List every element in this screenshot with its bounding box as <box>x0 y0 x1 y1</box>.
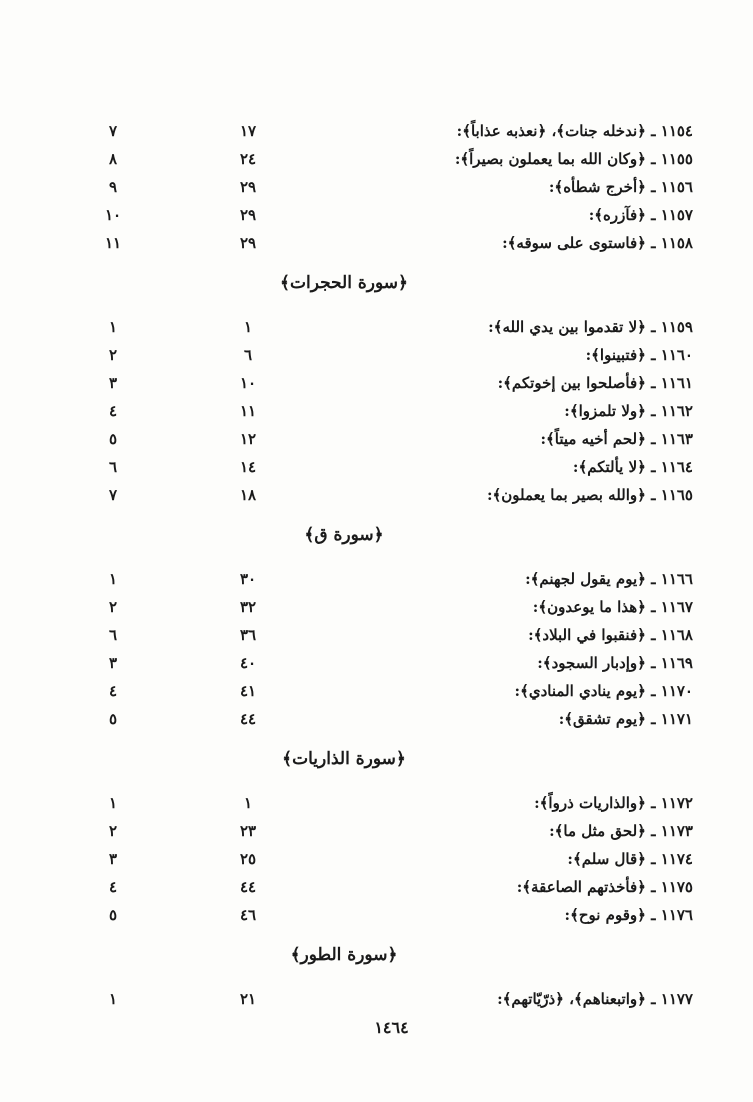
order-number: ٤ <box>108 682 118 700</box>
index-row <box>0 370 753 398</box>
index-row <box>0 118 753 146</box>
index-row <box>0 398 753 426</box>
verse-number: ١ <box>243 318 253 336</box>
entry-text: ١١٥٧ ـ ﴿فآزره﴾: <box>588 206 693 224</box>
verse-number: ١٢ <box>239 430 257 448</box>
order-number: ١ <box>108 318 118 336</box>
order-number: ٩ <box>108 178 118 196</box>
surah-title: ﴿سورة الطور﴾ <box>290 945 398 965</box>
surah-heading <box>0 510 753 566</box>
order-number: ٥ <box>108 906 118 924</box>
index-row <box>0 594 753 622</box>
order-number: ٢ <box>108 346 118 364</box>
index-row <box>0 454 753 482</box>
surah-heading <box>0 930 753 986</box>
verse-number: ٢٩ <box>239 206 257 224</box>
verse-number: ١ <box>243 794 253 812</box>
order-number: ٤ <box>108 402 118 420</box>
order-number: ٥ <box>108 430 118 448</box>
order-number: ٢ <box>108 598 118 616</box>
entry-text: ١١٦٩ ـ ﴿وإدبار السجود﴾: <box>537 654 693 672</box>
group-3 <box>0 734 753 930</box>
entry-text: ١١٥٦ ـ ﴿أخرج شطأه﴾: <box>548 178 693 196</box>
group-1 <box>0 258 753 510</box>
index-row <box>0 622 753 650</box>
order-number: ٦ <box>108 626 118 644</box>
entry-text: ١١٦٧ ـ ﴿هذا ما يوعدون﴾: <box>532 598 693 616</box>
index-row <box>0 790 753 818</box>
order-number: ١ <box>108 570 118 588</box>
entry-text: ١١٧٥ ـ ﴿فأخذتهم الصاعقة﴾: <box>516 878 693 896</box>
index-row <box>0 482 753 510</box>
order-number: ٧ <box>108 122 118 140</box>
surah-title: ﴿سورة ق﴾ <box>304 525 384 545</box>
index-row <box>0 874 753 902</box>
entry-text: ١١٦٥ ـ ﴿والله بصير بما يعملون﴾: <box>486 486 693 504</box>
order-number: ٣ <box>108 654 118 672</box>
order-number: ١٠ <box>104 206 122 224</box>
entry-text: ١١٦٢ ـ ﴿ولا تلمزوا﴾: <box>564 402 693 420</box>
entry-text: ١١٧١ ـ ﴿يوم تشقق﴾: <box>558 710 693 728</box>
entry-text: ١١٥٥ ـ ﴿وكان الله بما يعملون بصيراً﴾: <box>454 150 693 168</box>
verse-number: ٣٦ <box>239 626 257 644</box>
verse-number: ٤٠ <box>239 654 257 672</box>
entry-text: ١١٧٧ ـ ﴿واتبعناهم﴾، ﴿ذرّيّاتهم﴾: <box>497 990 693 1008</box>
index-row <box>0 818 753 846</box>
order-number: ٣ <box>108 374 118 392</box>
entry-text: ١١٧٤ ـ ﴿قال سلم﴾: <box>567 850 693 868</box>
verse-number: ٢٥ <box>239 850 257 868</box>
index-row <box>0 678 753 706</box>
verse-number: ١٠ <box>239 374 257 392</box>
index-row <box>0 650 753 678</box>
index-row <box>0 706 753 734</box>
index-row <box>0 566 753 594</box>
index-row <box>0 846 753 874</box>
verse-number: ٣٢ <box>239 598 257 616</box>
verse-number: ٢١ <box>239 990 257 1008</box>
index-page <box>0 118 753 1014</box>
verse-number: ٤١ <box>239 682 257 700</box>
verse-number: ٤٤ <box>239 710 257 728</box>
entry-text: ١١٥٨ ـ ﴿فاستوى على سوقه﴾: <box>502 234 693 252</box>
order-number: ١١ <box>104 234 122 252</box>
index-row <box>0 146 753 174</box>
verse-number: ٢٣ <box>239 822 257 840</box>
verse-number: ٢٩ <box>239 234 257 252</box>
entry-text: ١١٦٤ ـ ﴿لا يألتكم﴾: <box>572 458 693 476</box>
index-row <box>0 426 753 454</box>
surah-title: ﴿سورة الحجرات﴾ <box>280 273 408 293</box>
order-number: ٨ <box>108 150 118 168</box>
verse-number: ٢٩ <box>239 178 257 196</box>
verse-number: ١١ <box>239 402 257 420</box>
index-row <box>0 174 753 202</box>
surah-heading <box>0 734 753 790</box>
page-number: ١٤٦٤ <box>374 1018 409 1037</box>
entry-text: ١١٧٢ ـ ﴿والذاريات ذرواً﴾: <box>534 794 693 812</box>
order-number: ٧ <box>108 486 118 504</box>
group-4 <box>0 930 753 1014</box>
verse-number: ١٧ <box>239 122 257 140</box>
index-row <box>0 202 753 230</box>
entry-text: ١١٥٩ ـ ﴿لا تقدموا بين يدي الله﴾: <box>488 318 693 336</box>
order-number: ٦ <box>108 458 118 476</box>
index-row <box>0 986 753 1014</box>
order-number: ٤ <box>108 878 118 896</box>
entry-text: ١١٦٨ ـ ﴿فنقبوا في البلاد﴾: <box>528 626 693 644</box>
verse-number: ٤٤ <box>239 878 257 896</box>
entry-text: ١١٧٣ ـ ﴿لحق مثل ما﴾: <box>549 822 693 840</box>
order-number: ١ <box>108 794 118 812</box>
group-2 <box>0 510 753 734</box>
entry-text: ١١٧٠ ـ ﴿يوم ينادي المنادي﴾: <box>514 682 693 700</box>
surah-title: ﴿سورة الذاريات﴾ <box>282 749 406 769</box>
index-row <box>0 342 753 370</box>
group-0 <box>0 118 753 258</box>
entry-text: ١١٦٠ ـ ﴿فتبينوا﴾: <box>585 346 693 364</box>
verse-number: ٦ <box>243 346 253 364</box>
entry-text: ١١٥٤ ـ ﴿ندخله جنات﴾، ﴿نعذبه عذاباً﴾: <box>456 122 693 140</box>
index-row <box>0 902 753 930</box>
surah-heading <box>0 258 753 314</box>
verse-number: ٣٠ <box>239 570 257 588</box>
index-row <box>0 230 753 258</box>
order-number: ٢ <box>108 822 118 840</box>
entry-text: ١١٧٦ ـ ﴿وقوم نوح﴾: <box>564 906 693 924</box>
index-row <box>0 314 753 342</box>
verse-number: ٤٦ <box>239 906 257 924</box>
order-number: ٣ <box>108 850 118 868</box>
entry-text: ١١٦٣ ـ ﴿لحم أخيه ميتاً﴾: <box>540 430 693 448</box>
verse-number: ١٨ <box>239 486 257 504</box>
order-number: ١ <box>108 990 118 1008</box>
verse-number: ١٤ <box>239 458 257 476</box>
order-number: ٥ <box>108 710 118 728</box>
entry-text: ١١٦١ ـ ﴿فأصلحوا بين إخوتكم﴾: <box>497 374 693 392</box>
entry-text: ١١٦٦ ـ ﴿يوم يقول لجهنم﴾: <box>525 570 693 588</box>
verse-number: ٢٤ <box>239 150 257 168</box>
